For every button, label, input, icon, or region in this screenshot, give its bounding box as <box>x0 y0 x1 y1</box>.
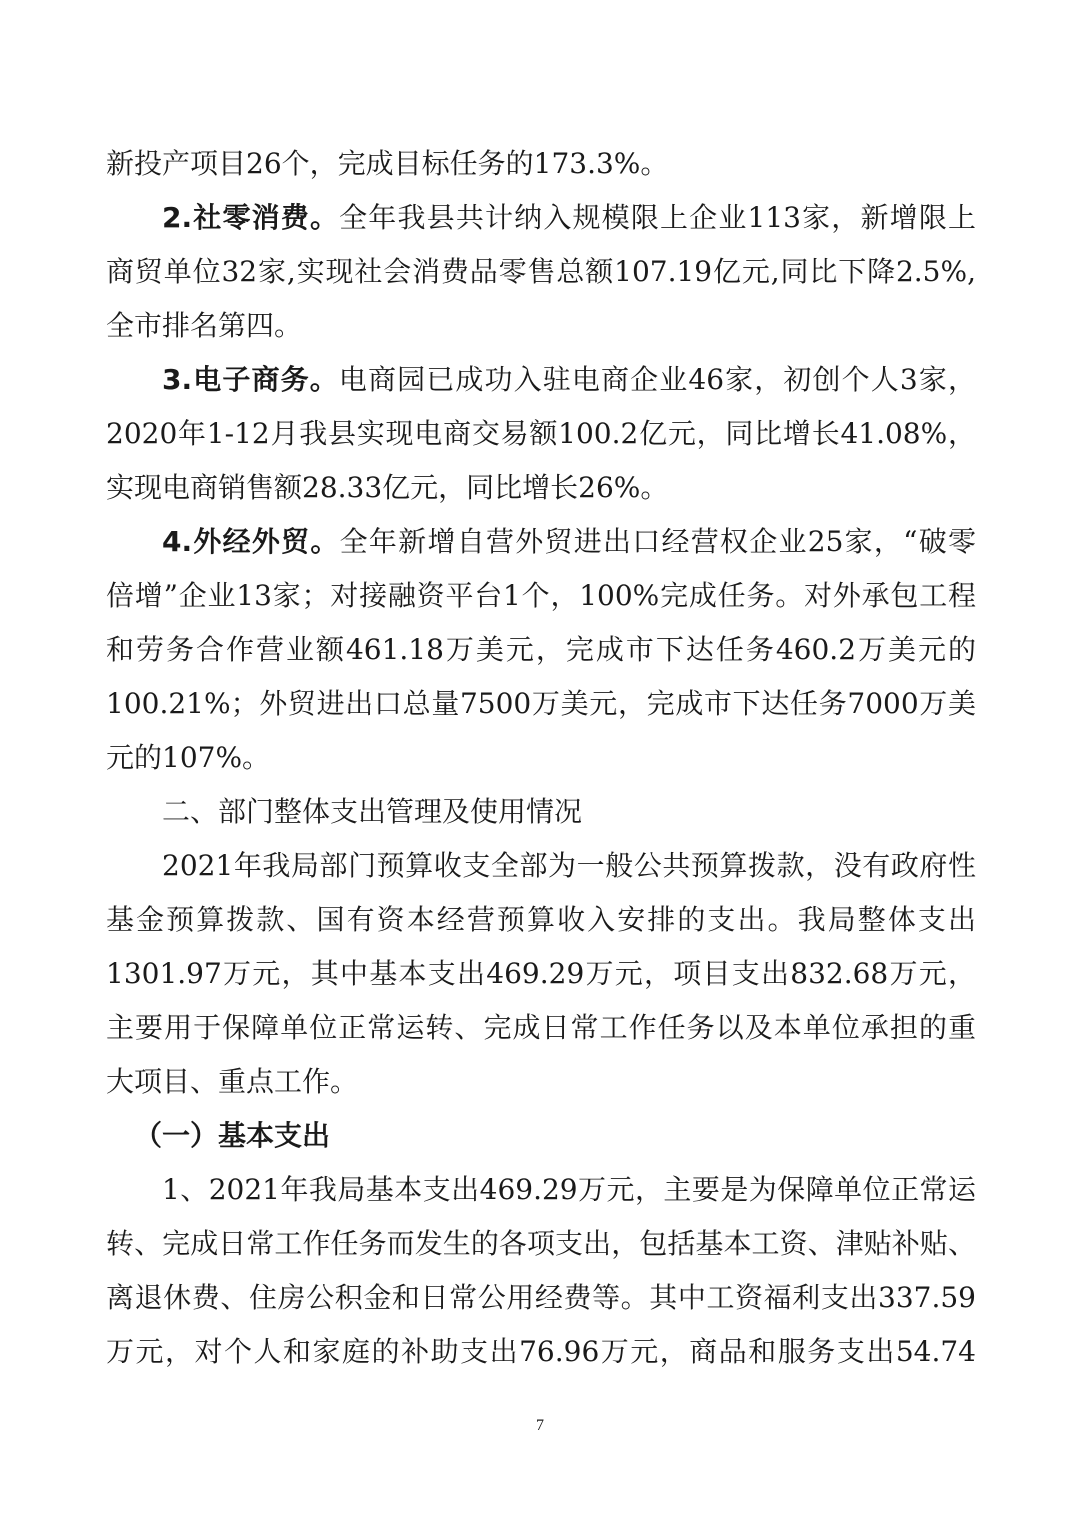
paragraph-line: 1301.97万元，其中基本支出469.29万元，项目支出832.68万元， <box>106 957 976 990</box>
paragraph-line: 新投产项目26个，完成目标任务的173.3%。 <box>106 147 669 180</box>
paragraph-line <box>106 191 976 245</box>
item-heading: 4.外经外贸。 <box>162 525 340 558</box>
paragraph-line: 商贸单位32家,实现社会消费品零售总额107.19亿元,同比下降2.5%, <box>106 255 976 288</box>
paragraph-line: 倍增”企业13家；对接融资平台1个，100%完成任务。对外承包工程 <box>106 579 976 612</box>
item-heading: 3.电子商务。 <box>162 363 339 396</box>
paragraph-line: 转、完成日常工作任务而发生的各项支出，包括基本工资、津贴补贴、 <box>106 1227 976 1260</box>
paragraph-text: 全年我县共计纳入规模限上企业113家，新增限上 <box>339 201 976 234</box>
paragraph-line: 元的107%。 <box>106 741 271 774</box>
paragraph-line: 主要用于保障单位正常运转、完成日常工作任务以及本单位承担的重 <box>106 1011 976 1044</box>
paragraph-line <box>106 353 976 407</box>
paragraph-line: 和劳务合作营业额461.18万美元，完成市下达任务460.2万美元的 <box>106 633 976 666</box>
paragraph-line <box>106 515 976 569</box>
section-heading: 二、部门整体支出管理及使用情况 <box>162 795 583 828</box>
paragraph-line: 2020年1-12月我县实现电商交易额100.2亿元，同比增长41.08%， <box>106 417 976 450</box>
paragraph-line: 2021年我局部门预算收支全部为一般公共预算拨款，没有政府性 <box>162 849 976 882</box>
subsection-heading: （一）基本支出 <box>134 1119 331 1152</box>
document-body <box>106 137 976 1379</box>
paragraph-text: 电商园已成功入驻电商企业46家，初创个人3家， <box>338 363 976 396</box>
paragraph-line: 全市排名第四。 <box>106 309 303 342</box>
paragraph-line: 大项目、重点工作。 <box>106 1065 359 1098</box>
paragraph-line: 100.21%；外贸进出口总量7500万美元，完成市下达任务7000万美 <box>106 687 976 720</box>
paragraph-text: 全年新增自营外贸进出口经营权企业25家，“破零 <box>339 525 977 558</box>
item-heading: 2.社零消费。 <box>162 201 340 234</box>
paragraph-line: 1、2021年我局基本支出469.29万元，主要是为保障单位正常运 <box>162 1173 976 1206</box>
paragraph-line: 离退休费、住房公积金和日常公用经费等。其中工资福利支出337.59 <box>106 1281 976 1314</box>
paragraph-line: 实现电商销售额28.33亿元，同比增长26%。 <box>106 471 669 504</box>
paragraph-line: 万元，对个人和家庭的补助支出76.96万元，商品和服务支出54.74 <box>106 1335 976 1368</box>
page-number: 7 <box>536 1417 544 1434</box>
paragraph-line: 基金预算拨款、国有资本经营预算收入安排的支出。我局整体支出 <box>106 903 976 936</box>
